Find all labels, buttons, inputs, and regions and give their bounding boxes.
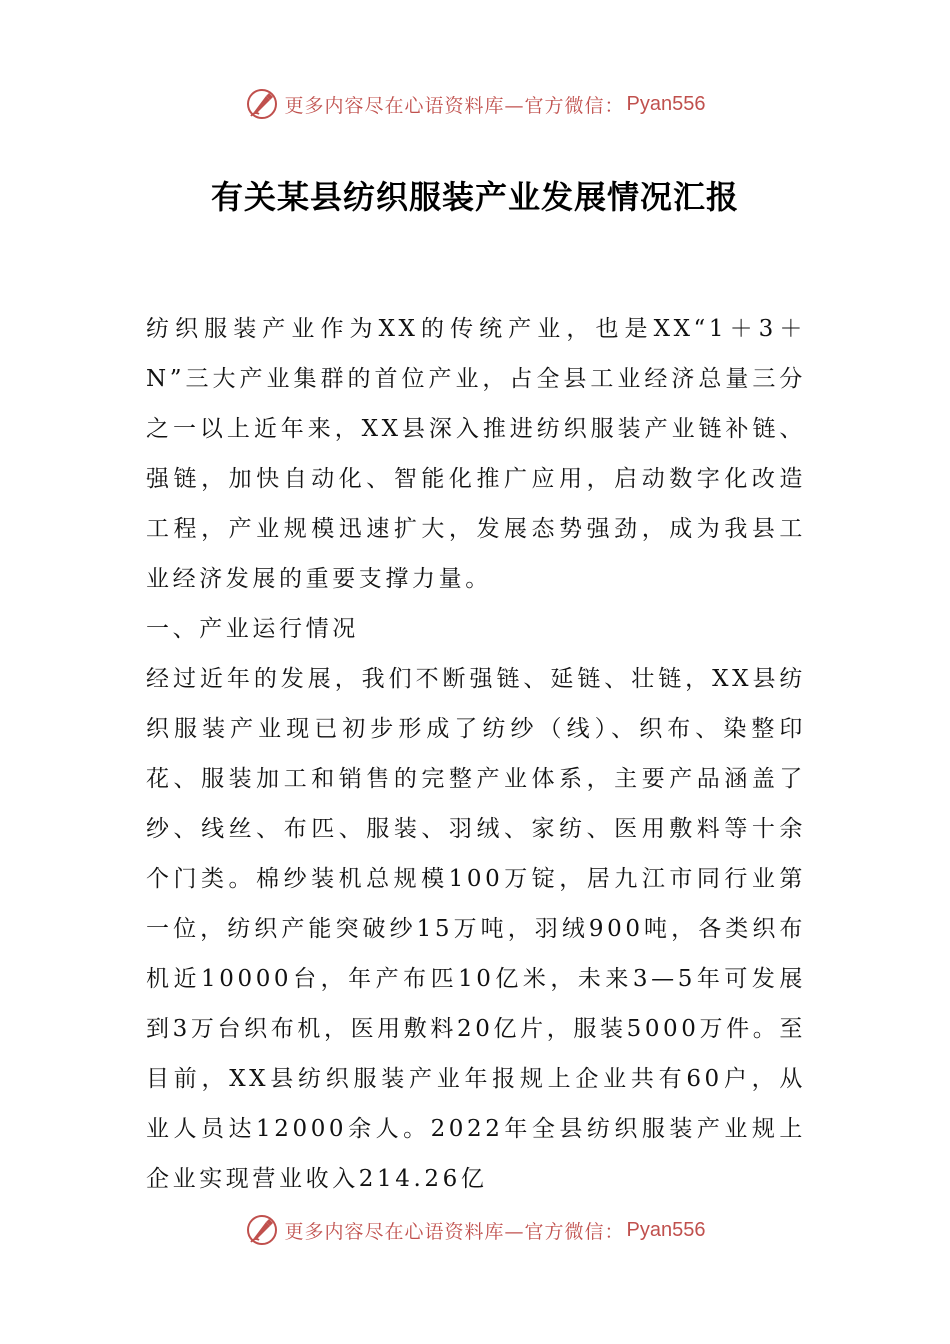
pen-nib-logo-icon xyxy=(245,1213,279,1247)
banner-wechat-handle: Pyan556 xyxy=(626,1218,706,1241)
document-title: 有关某县纺织服装产业发展情况汇报 xyxy=(210,178,739,216)
section-paragraph: 经过近年的发展，我们不断强链、延链、壮链，XX县纺织服装产业现已初步形成了纺纱（线）、织布、染整印花、服装加工和销售的完整产业体系，主要产品涵盖了纱、线丝、布匹、服装、羽绒、家纺、医用敷料等十余个门类。棉纱装机总规模100万锭，居九江市同行业第一位，纺织产能突破纱15万吨，羽绒900吨，各类织布机近10000台，年产布匹10亿米，未来3—5年可发展到3万台织布机，医用敷料20亿片，服装5000万件。至目前，XX县纺织服装产业年报规上企业共有60户，从业人员达12000余人。2022年全县纺织服装产业规上企业实现营业收入214.26亿 xyxy=(146,666,806,1192)
footer-banner xyxy=(0,1210,950,1250)
banner-text: 更多内容尽在心语资料库—官方微信： xyxy=(284,94,625,117)
header-banner xyxy=(0,84,950,124)
section-heading: 一、产业运行情况 xyxy=(146,616,359,642)
pen-nib-logo-icon xyxy=(245,87,279,121)
intro-paragraph: 纺织服装产业作为XX的传统产业，也是XX“1＋3＋N”三大产业集群的首位产业，占全县工业经济总量三分之一以上近年来，XX县深入推进纺织服装产业链补链、强链，加快自动化、智能化推广应用，启动数字化改造工程，产业规模迅速扩大，发展态势强劲，成为我县工业经济发展的重要支撑力量。 xyxy=(146,316,806,592)
document-body xyxy=(146,304,806,1204)
banner-wechat-handle: Pyan556 xyxy=(626,92,706,115)
banner-text: 更多内容尽在心语资料库—官方微信： xyxy=(284,1220,625,1243)
